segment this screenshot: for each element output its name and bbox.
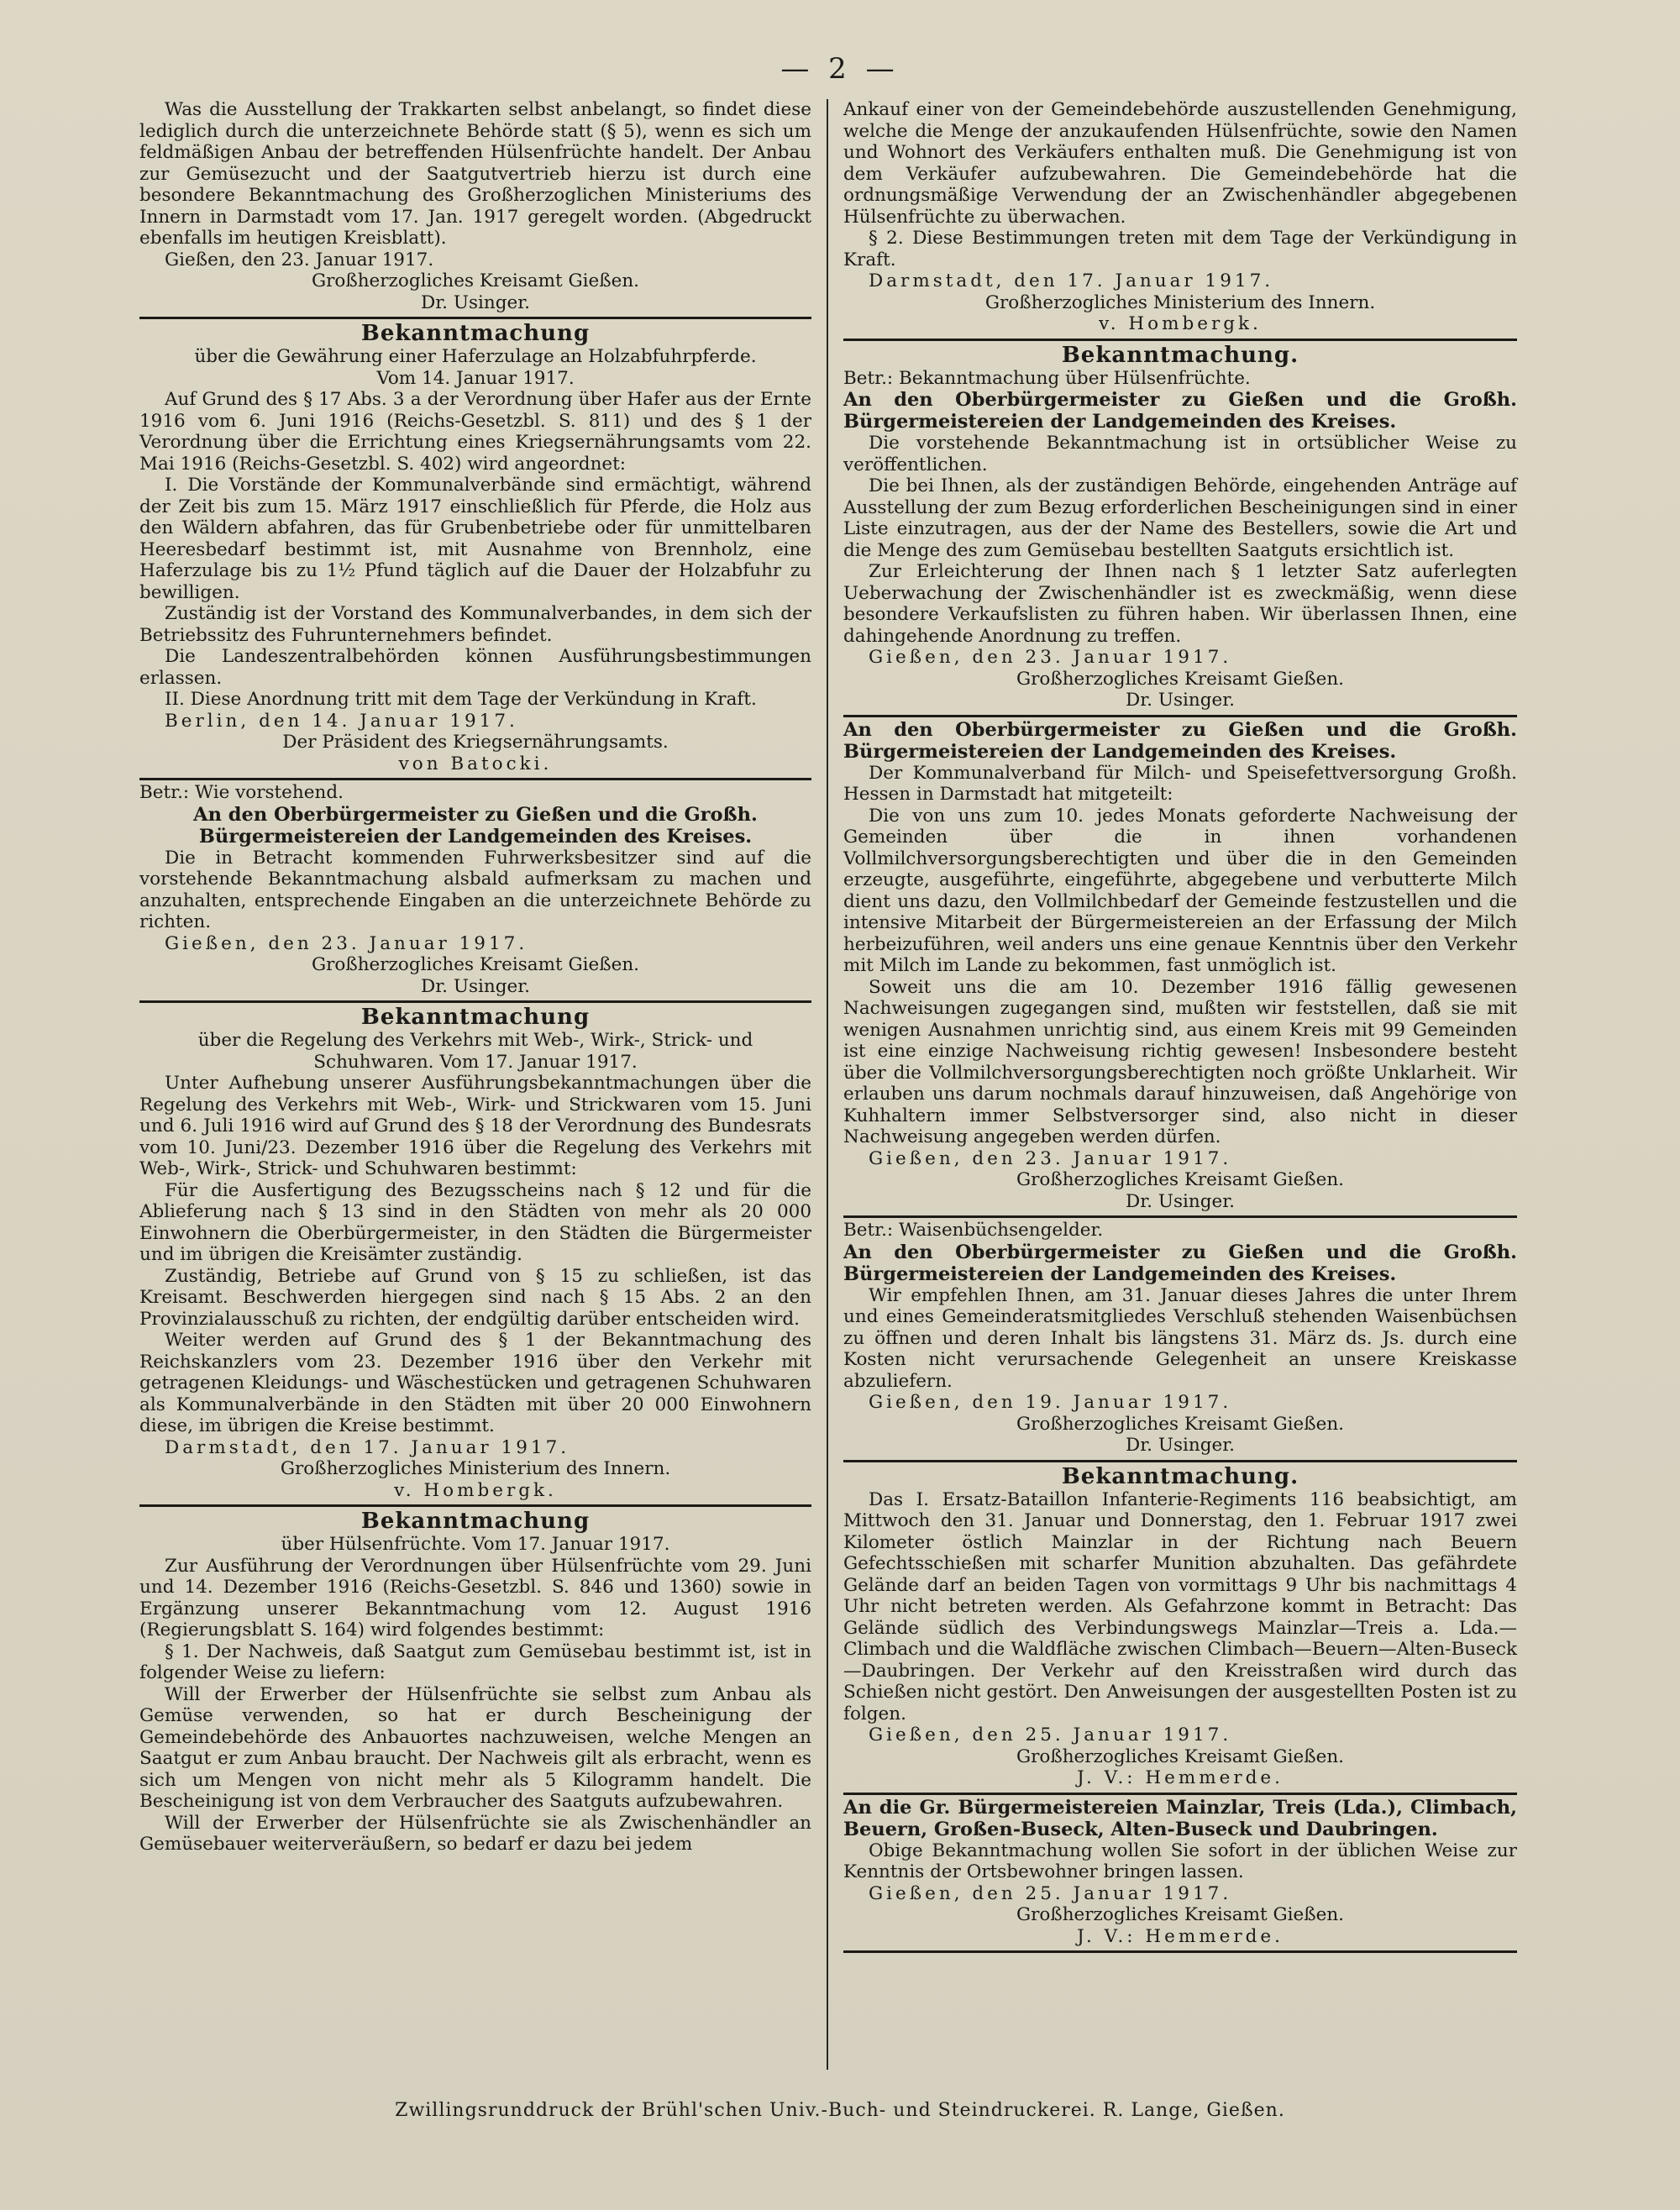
place-date: Berlin, den 14. Januar 1917. [165, 710, 518, 732]
paragraph: Weiter werden auf Grund des § 1 der Bekanntmachung des Reichskanzlers vom 23. Dezember 1916 über den Verkehr mit getragenen Kleidungs- und Wäschestücken und getragenen Schuhwaren als Kommunalverbände in den Städten mit über 20 000 Einwohnern diese, im übrigen die Kreise bestimmt. [139, 1330, 811, 1436]
notice-huelsenfruechte-continued [843, 99, 1517, 335]
notice-heading: Bekanntmachung [360, 1509, 591, 1534]
notice-trakkarten [139, 99, 811, 313]
paragraph: Was die Ausstellung der Trakkarten selbst anbelangt, so findet diese lediglich durch die unterzeichnete Behörde statt (§ 5), wenn es sich um feldmäßigen Anbau der betreffenden Hülsenfrüchte handelt. Der Anbau zur Gemüsezucht und der Saatgutvertrieb hierzu ist durch eine besondere Bekanntmachung des Großherzoglichen Ministeriums des Innern in Darmstadt vom 17. Jan. 1917 geregelt worden. (Abgedruckt ebenfalls im heutigen Kreisblatt). [139, 99, 811, 249]
addressee: An den Oberbürgermeister zu Gießen und die Großh. Bürgermeistereien der Landgemeinden des Kreises. [843, 1241, 1517, 1285]
page-number: — 2 — [780, 52, 900, 86]
notice-haferzulage [139, 321, 811, 774]
signature: Dr. Usinger. [1126, 1190, 1235, 1212]
notice-schiessen [843, 1464, 1517, 1789]
paragraph: Das I. Ersatz-Bataillon Infanterie-Regiments 116 beabsichtigt, am Mittwoch den 31. Januar und Donnerstag, den 1. Februar 1917 zwei Kilometer östlich Mainzlar in der Richtung nach Beuern Gefechtsschießen mit scharfer Munition abzuhalten. Das gefährdete Gelände darf an beiden Tagen von vormittags 9 Uhr bis nachmittags 4 Uhr nicht betreten werden. Als Gefahrzone kommt in Betracht: Das Gelände südlich des Verbindungswegs Mainzlar—Treis a. Lda.—Climbach und die Waldfläche zwischen Climbach—Beuern—Alten-Buseck—Daubringen. Der Verkehr auf den Kreisstraßen wird durch das Schießen nicht gestört. Den Anweisungen der ausgestellten Posten ist zu folgen. [843, 1488, 1517, 1724]
addressee: An den Oberbürgermeister zu Gießen und die Großh. Bürgermeistereien der Landgemeinden des Kreises. [843, 389, 1517, 433]
paragraph: I. Die Vorstände der Kommunalverbände sind ermächtigt, während der Zeit bis zum 15. März 1917 einschließlich für Pferde, die Holz aus den Wäldern abfahren, das für Grubenbetriebe oder für unmittelbaren Heeresbedarf bestimmt ist, mit Ausnahme von Brennholz, eine Haferzulage bis zu 1½ Pfund täglich auf die Dauer der Holzabfuhr zu bewilligen. [139, 475, 811, 603]
signature: Dr. Usinger. [421, 291, 530, 313]
paragraph: Ankauf einer von der Gemeindebehörde auszustellenden Genehmigung, welche die Menge der anzukaufenden Hülsenfrüchte, sowie den Namen und Wohnort des Verkäufers enthalten muß. Die Genehmigung ist von dem Verkäufer aufzubewahren. Die Gemeindebehörde hat die ordnungsmäßige Verwendung der an Zwischenhändler abgegebenen Hülsenfrüchte zu überwachen. [843, 99, 1517, 228]
signature: von Batocki. [398, 753, 553, 774]
paragraph: Die vorstehende Bekanntmachung ist in ortsüblicher Weise zu veröffentlichen. [843, 433, 1517, 475]
separator [139, 317, 811, 319]
separator [139, 1000, 811, 1003]
separator [843, 1950, 1517, 1953]
paragraph: Zur Ausführung der Verordnungen über Hülsenfrüchte vom 29. Juni und 14. Dezember 1916 (Reichs-Gesetzbl. S. 846 und 1360) sowie in Ergänzung unserer Bekanntmachung vom 12. August 1916 (Regierungsblatt S. 164) wird folgendes bestimmt: [139, 1555, 811, 1640]
place-date: Gießen, den 23. Januar 1917. [869, 647, 1232, 668]
authority: Großherzogliches Kreisamt Gießen. [1016, 1413, 1345, 1435]
notice-heading: Bekanntmachung. [1061, 1463, 1299, 1489]
notice-date: Vom 14. Januar 1917. [376, 367, 575, 389]
notice-huelsenfruechte [139, 1509, 811, 1856]
notice-buergermeistereien [843, 1797, 1517, 1948]
paragraph: Wir empfehlen Ihnen, am 31. Januar dieses Jahres die unter Ihrem und eines Gemeinderatsmitgliedes Verschluß stehenden Waisenbüchsen zu öffnen und deren Inhalt bis längstens 31. März ds. Js. durch eine Kosten nicht verursachende Gelegenheit an unsere Kreiskasse abzuliefern. [843, 1284, 1517, 1392]
signature: Dr. Usinger. [1126, 690, 1235, 711]
notice-heading: Bekanntmachung [360, 1005, 591, 1030]
separator [843, 1460, 1517, 1462]
place-date: Darmstadt, den 17. Januar 1917. [869, 270, 1274, 291]
separator [139, 1504, 811, 1507]
notice-subject: über Hülsenfrüchte. Vom 17. Januar 1917. [281, 1534, 670, 1555]
separator [843, 339, 1517, 341]
signature: J. V.: Hemmerde. [1077, 1767, 1284, 1788]
paragraph: Der Kommunalverband für Milch- und Speisefettversorgung Großh. Hessen in Darmstadt hat mitgeteilt: [843, 762, 1517, 805]
paragraph: § 1. Der Nachweis, daß Saatgut zum Gemüsebau bestimmt ist, ist in folgender Weise zu liefern: [139, 1640, 811, 1683]
paragraph: Zuständig ist der Vorstand des Kommunalverbandes, in dem sich der Betriebssitz des Fuhrunternehmers befindet. [139, 603, 811, 646]
subject-line: Betr.: Bekanntmachung über Hülsenfrüchte. [843, 367, 1251, 389]
notice-heading: Bekanntmachung [360, 321, 591, 346]
signature: v. Hombergk. [1099, 313, 1262, 334]
separator [843, 1793, 1517, 1795]
notice-heading: Bekanntmachung. [1061, 342, 1299, 368]
authority: Großherzogliches Kreisamt Gießen. [1016, 1745, 1345, 1767]
place-date: Gießen, den 25. Januar 1917. [869, 1882, 1232, 1904]
right-column [828, 99, 1532, 2070]
paragraph: Die bei Ihnen, als der zuständigen Behörde, eingehenden Anträge auf Ausstellung der zum Bezug erforderlichen Bescheinigungen sind in einer Liste einzutragen, aus der der Name des Bestellers, sowie die Art und die Menge des zum Gemüsebau bestellten Saatguts ersichtlich ist. [843, 475, 1517, 561]
paragraph: Will der Erwerber der Hülsenfrüchte sie selbst zum Anbau als Gemüse verwenden, so hat er durch Bescheinigung der Gemeindebehörde des Anbauortes nachzuweisen, welche Mengen an Saatgut er zum Anbau braucht. Der Nachweis gilt als erbracht, wenn es sich um Mengen von nicht mehr als 5 Kilogramm handelt. Die Bescheinigung ist von dem Verbraucher des Saatguts aufzubewahren. [139, 1683, 811, 1812]
authority: Großherzogliches Kreisamt Gießen. [1016, 668, 1345, 690]
place-date: Gießen, den 23. Januar 1917. [869, 1147, 1232, 1169]
notice-fuhrwerk [139, 782, 811, 997]
authority: Der Präsident des Kriegsernährungsamts. [282, 732, 669, 753]
signature: Dr. Usinger. [1126, 1435, 1235, 1456]
notice-webwaren [139, 1005, 811, 1501]
signature: Dr. Usinger. [421, 975, 530, 997]
subject-line: Betr.: Waisenbüchsengelder. [843, 1220, 1104, 1241]
notice-subject: über die Gewährung einer Haferzulage an Holzabfuhrpferde. [194, 346, 757, 367]
separator [843, 1215, 1517, 1218]
paragraph: Die in Betracht kommenden Fuhrwerksbesitzer sind auf die vorstehende Bekanntmachung alsbald aufmerksam zu machen und anzuhalten, entsprechende Eingaben an die unterzeichnete Behörde zu richten. [139, 847, 811, 932]
paragraph: Die von uns zum 10. jedes Monats geforderte Nachweisung der Gemeinden über die in ihnen vorhandenen Vollmilchversorgungsberechtigten und über die in den Gemeinden erzeugte, ausgeführte, eingeführte, abgegebene und verbutterte Milch dient uns dazu, den Vollmilchbedarf der Gemeinde festzustellen und die intensive Mitarbeit der Bürgermeistereien an der Erfassung der Milch herbeizuführen, weil anders uns eine genaue Kenntnis über den Verkehr mit Milch im Lande zu bekommen, fast unmöglich ist. [843, 805, 1517, 976]
authority: Großherzogliches Kreisamt Gießen. [311, 270, 640, 291]
separator [139, 778, 811, 780]
paragraph: Soweit uns die am 10. Dezember 1916 fällig gewesenen Nachweisungen zugegangen sind, mußten wir feststellen, daß sie mit wenigen Ausnahmen unrichtig sind, aus einem Kreis mit 99 Gemeinden ist eine einzige Nachweisung richtig gewesen! Insbesondere besteht über die Vollmilchversorgungsberechtigten noch größte Unklarheit. Wir erlauben uns darum nochmals darauf hinzuweisen, daß Angehörige von Kuhhaltern immer Selbstversorger sind, also nicht in dieser Nachweisung angegeben werden dürfen. [843, 976, 1517, 1147]
separator [843, 715, 1517, 717]
subject-line: Betr.: Wie vorstehend. [139, 782, 344, 803]
paragraph: Zuständig, Betriebe auf Grund von § 15 zu schließen, ist das Kreisamt. Beschwerden hiergegen sind nach § 15 Abs. 2 an den Provinzialausschuß zu richten, der endgültig darüber entscheiden wird. [139, 1265, 811, 1330]
columns [124, 99, 1588, 2070]
paragraph: § 2. Diese Bestimmungen treten mit dem Tage der Verkündigung in Kraft. [843, 228, 1517, 270]
addressee: An die Gr. Bürgermeistereien Mainzlar, Treis (Lda.), Climbach, Beuern, Großen-Buseck, Alten-Buseck und Daubringen. [843, 1796, 1517, 1840]
signature: J. V.: Hemmerde. [1077, 1925, 1284, 1947]
notice-huelsen-kreis [843, 343, 1517, 711]
place-date: Darmstadt, den 17. Januar 1917. [165, 1436, 570, 1458]
addressee: An den Oberbürgermeister zu Gießen und die Großh. Bürgermeistereien der Landgemeinden des Kreises. [193, 803, 758, 848]
signature: v. Hombergk. [394, 1479, 557, 1501]
paragraph: Zur Erleichterung der Ihnen nach § 1 letzter Satz auferlegten Ueberwachung der Zwischenhändler ist es zweckmäßig, wenn diese besondere Verkaufslisten zu führen haben. Wir überlassen Ihnen, eine dahingehende Anordnung zu treffen. [843, 561, 1517, 647]
place-date: Gießen, den 23. Januar 1917. [165, 249, 434, 270]
notice-waisen [843, 1220, 1517, 1457]
place-date: Gießen, den 25. Januar 1917. [869, 1724, 1232, 1745]
authority: Großherzogliches Kreisamt Gießen. [1016, 1169, 1345, 1190]
authority: Großherzogliches Kreisamt Gießen. [311, 954, 640, 975]
paragraph: Will der Erwerber der Hülsenfrüchte sie als Zwischenhändler an Gemüsebauer weiterveräußern, so bedarf er dazu bei jedem [139, 1812, 811, 1855]
paragraph: Unter Aufhebung unserer Ausführungsbekanntmachungen über die Regelung des Verkehrs mit Web-, Wirk- und Strickwaren vom 15. Juni und 6. Juli 1916 wird auf Grund des § 18 der Verordnung des Bundesrats vom 10. Juni/23. Dezember 1916 über die Regelung des Verkehrs mit Web-, Wirk-, Strick- und Schuhwaren bestimmt: [139, 1073, 811, 1179]
left-column [124, 99, 828, 2070]
paragraph: Die Landeszentralbehörden können Ausführungsbestimmungen erlassen. [139, 646, 811, 689]
authority: Großherzogliches Ministerium des Innern. [280, 1458, 671, 1479]
place-date: Gießen, den 23. Januar 1917. [165, 932, 528, 954]
place-date: Gießen, den 19. Januar 1917. [869, 1392, 1232, 1413]
addressee: An den Oberbürgermeister zu Gießen und die Großh. Bürgermeistereien der Landgemeinden des Kreises. [843, 718, 1517, 763]
notice-subject: über die Regelung des Verkehrs mit Web-, Wirk-, Strick- und Schuhwaren. Vom 17. Januar 1917. [197, 1030, 753, 1073]
notice-milch [843, 719, 1517, 1213]
paragraph: Auf Grund des § 17 Abs. 3 a der Verordnung über Hafer aus der Ernte 1916 vom 6. Juni 1916 (Reichs-Gesetzbl. S. 811) und des § 1 der Verordnung über die Errichtung eines Kriegsernährungsamts vom 22. Mai 1916 (Reichs-Gesetzbl. S. 402) wird angeordnet: [139, 389, 811, 475]
paragraph: Für die Ausfertigung des Bezugsscheins nach § 12 und für die Ablieferung nach § 13 sind in den Städten von mehr als 20 000 Einwohnern die Oberbürgermeister, in den Städten die Bürgermeister und im übrigen die Kreisämter zuständig. [139, 1179, 811, 1265]
authority: Großherzogliches Kreisamt Gießen. [1016, 1904, 1345, 1925]
paragraph: Obige Bekanntmachung wollen Sie sofort in der üblichen Weise zur Kenntnis der Ortsbewohner bringen lassen. [843, 1840, 1517, 1882]
authority: Großherzogliches Ministerium des Innern. [984, 291, 1376, 313]
printer-imprint: Zwillingsrunddruck der Brühl'schen Univ.-Buch- und Steindruckerei. R. Lange, Gießen. [395, 2100, 1285, 2121]
paragraph: II. Diese Anordnung tritt mit dem Tage der Verkündung in Kraft. [165, 689, 757, 710]
